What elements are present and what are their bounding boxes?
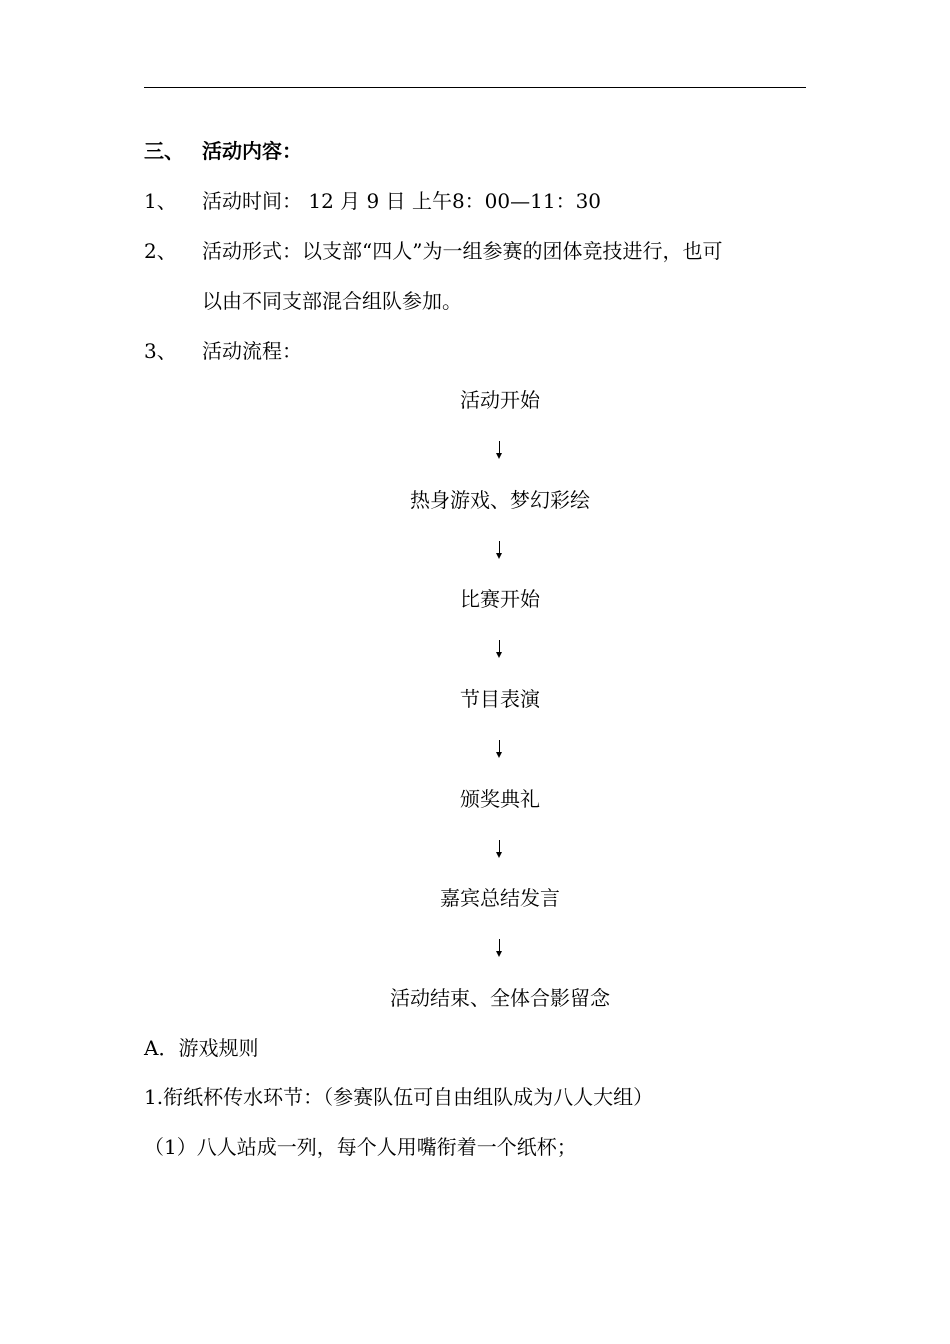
item-number: 1、	[144, 189, 177, 213]
flow-step: 节目表演	[460, 687, 540, 711]
section-number: 三、	[144, 139, 184, 163]
item-text: 活动形式：以支部“四人”为一组参赛的团体竞技进行，也可	[202, 239, 723, 263]
flow-step: 比赛开始	[460, 587, 540, 611]
item-number: 3、	[144, 339, 177, 363]
item-text: 活动流程：	[202, 339, 302, 363]
item-text-continuation: 以由不同支部混合组队参加。	[202, 289, 462, 313]
flow-step: 嘉宾总结发言	[440, 886, 560, 910]
rules-subitem: （1）八人站成一列，每个人用嘴衔着一个纸杯；	[144, 1135, 577, 1159]
flow-step: 热身游戏、梦幻彩绘	[410, 488, 590, 512]
item-text: 活动时间： 12 月 9 日 上午8：00—11：30	[202, 189, 602, 213]
flow-step: 活动结束、全体合影留念	[390, 986, 610, 1010]
section-title: 活动内容：	[202, 139, 302, 163]
rules-item: 1.衔纸杯传水环节：（参赛队伍可自由组队成为八人大组）	[144, 1085, 654, 1109]
header-rule	[144, 87, 806, 88]
flow-step: 颁奖典礼	[460, 787, 540, 811]
item-number: 2、	[144, 239, 177, 263]
rules-heading: A．游戏规则	[144, 1036, 259, 1060]
flow-step: 活动开始	[460, 388, 540, 412]
